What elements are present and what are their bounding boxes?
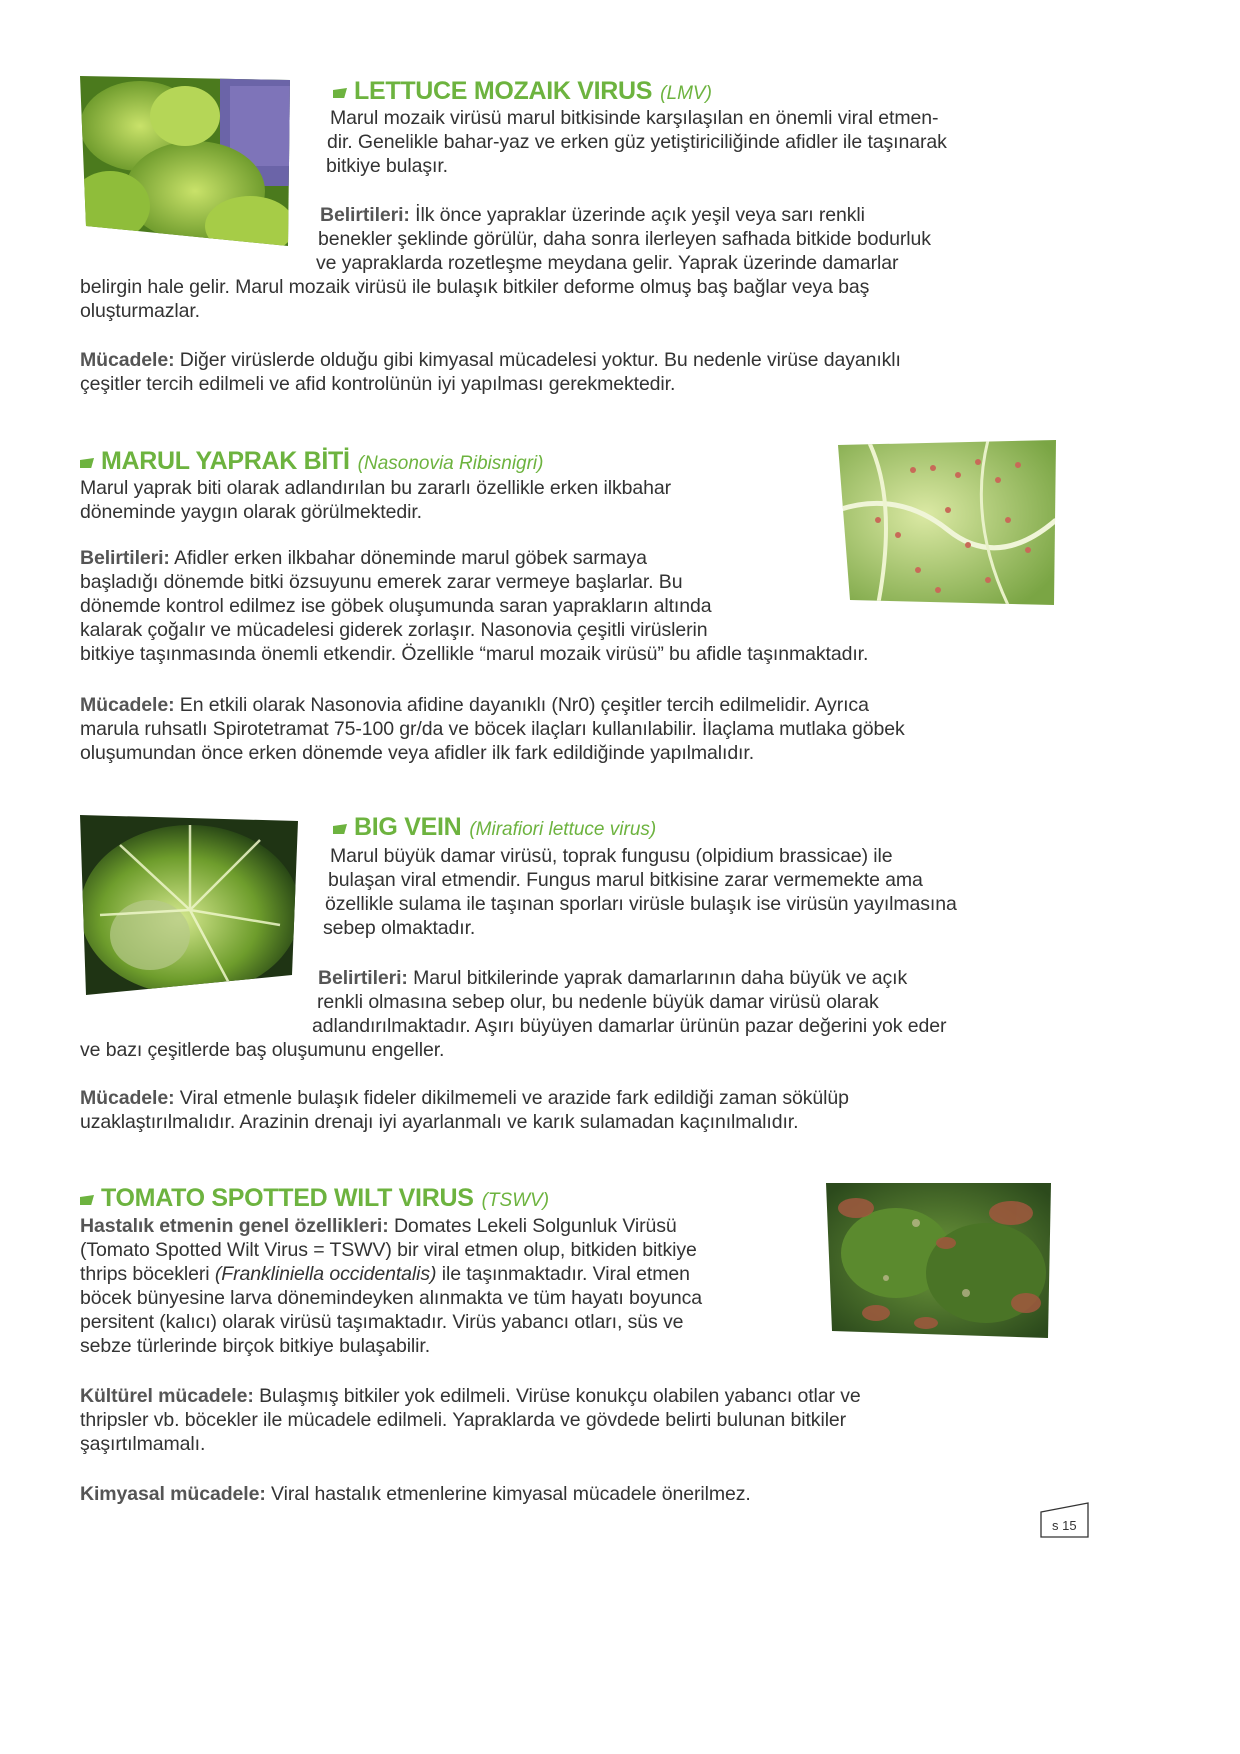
lmv-title <box>333 76 712 109</box>
text-line: Bulaşmış bitkiler yok edilmeli. Virüse konukçu olabilen yabancı otlar ve <box>259 1385 861 1407</box>
text-line: Afidler erken ilkbahar döneminde marul göbek sarmaya <box>174 547 647 569</box>
text-line: belirgin hale gelir. Marul mozaik virüsü ile bulaşık bitkiler deforme olmuş baş bağlar veya baş <box>80 276 870 298</box>
text-line: özellikle sulama ile taşınan sporları virüsle bulaşık ise virüsün yayılmasına <box>325 893 957 915</box>
bigvein-control <box>80 1086 849 1134</box>
text-line: döneminde yaygın olarak görülmektedir. <box>80 501 422 523</box>
bigvein-title <box>333 812 656 845</box>
species-name: (Frankliniella occidentalis) <box>214 1263 437 1285</box>
text-line: sebep olmaktadır. <box>323 917 476 939</box>
bigvein-title-text: BIG VEIN <box>354 813 462 841</box>
text-line: Viral etmenle bulaşık fideler dikilmemeli ve arazide fark edildiği zaman sökülüp <box>179 1087 849 1109</box>
text-line: böcek bünyesine larva dönemindeyken alınmakta ve tüm hayatı boyunca <box>80 1287 703 1309</box>
aphid-title <box>80 446 543 479</box>
text-line: ve bazı çeşitlerde baş oluşumunu engeller. <box>80 1039 445 1061</box>
aphid-subtitle: (Nasonovia Ribisnigri) <box>357 453 544 474</box>
tswv-chemical <box>80 1482 751 1506</box>
text-line: şaşırtılmamalı. <box>80 1433 206 1455</box>
page-number-badge <box>1040 1502 1090 1538</box>
text-line: persitent (kalıcı) olarak virüsü taşımaktadır. Virüs yabancı otları, süs ve <box>80 1311 684 1333</box>
symptoms-label: Belirtileri: <box>318 967 408 989</box>
bullet-icon <box>333 88 347 98</box>
text-line: dönemde kontrol edilmez ise göbek oluşumunda saran yaprakların altında <box>80 595 712 617</box>
text-line: marula ruhsatlı Spirotetramat 75-100 gr/da ve böcek ilaçları kullanılabilir. İlaçlama mutlaka göbek <box>80 718 905 740</box>
tswv-title <box>80 1183 549 1216</box>
control-label: Mücadele: <box>80 694 175 716</box>
text-line: Marul yaprak biti olarak adlandırılan bu zararlı özellikle erken ilkbahar <box>80 477 671 499</box>
symptoms-label: Belirtileri: <box>80 547 170 569</box>
text-line: kalarak çoğalır ve mücadelesi giderek zorlaşır. Nasonovia çeşitli virüslerin <box>80 619 708 641</box>
tswv-photo <box>826 1183 1051 1338</box>
lmv-intro <box>326 106 947 178</box>
text-line: Viral hastalık etmenlerine kimyasal mücadele önerilmez. <box>271 1483 751 1505</box>
aphid-photo <box>838 440 1056 605</box>
aphid-control <box>80 693 905 765</box>
page-number: s 15 <box>1052 1518 1077 1533</box>
text-line: çeşitler tercih edilmeli ve afid kontrolünün iyi yapılması gerekmektedir. <box>80 373 676 395</box>
text-line: uzaklaştırılmalıdır. Arazinin drenajı iyi ayarlanmalı ve karık sulamadan kaçınılmalıdır. <box>80 1111 799 1133</box>
text-line: İlk önce yapraklar üzerinde açık yeşil veya sarı renkli <box>415 204 865 226</box>
lmv-subtitle: (LMV) <box>660 83 712 104</box>
aphid-intro <box>80 476 671 524</box>
text-line: adlandırılmaktadır. Aşırı büyüyen damarlar ürünün pazar değerini yok eder <box>312 1015 947 1037</box>
tswv-general <box>80 1214 702 1358</box>
lmv-control <box>80 348 901 396</box>
bullet-icon <box>333 824 347 834</box>
bullet-icon <box>80 458 94 468</box>
text-line: Marul bitkilerinde yaprak damarlarının daha büyük ve açık <box>413 967 908 989</box>
chemical-label: Kimyasal mücadele: <box>80 1483 266 1505</box>
lmv-title-text: LETTUCE MOZAIK VIRUS <box>354 77 653 105</box>
text-line: Diğer virüslerde olduğu gibi kimyasal mücadelesi yoktur. Bu nedenle virüse dayanıklı <box>179 349 901 371</box>
tswv-title-text: TOMATO SPOTTED WILT VIRUS <box>101 1184 474 1212</box>
text-line: oluşumundan önce erken dönemde veya afidler ilk fark edildiğinde yapılmalıdır. <box>80 742 755 764</box>
bigvein-intro <box>323 844 957 940</box>
text-line: başladığı dönemde bitki özsuyunu emerek zarar vermeye başlarlar. Bu <box>80 571 683 593</box>
text-fragment: thrips böcekleri <box>80 1263 210 1285</box>
control-label: Mücadele: <box>80 1087 175 1109</box>
text-line: ve yapraklarda rozetleşme meydana gelir. Yaprak üzerinde damarlar <box>316 252 899 274</box>
tswv-cultural <box>80 1384 861 1456</box>
text-line: dir. Genelikle bahar-yaz ve erken güz yetiştiriciliğinde afidler ile taşınarak <box>327 131 947 153</box>
bullet-icon <box>80 1195 94 1205</box>
bigvein-subtitle: (Mirafiori lettuce virus) <box>469 819 657 840</box>
tswv-subtitle: (TSWV) <box>481 1190 550 1211</box>
text-line: renkli olmasına sebep olur, bu nedenle büyük damar virüsü olarak <box>317 991 879 1013</box>
text-line: sebze türlerinde birçok bitkiye bulaşabilir. <box>80 1335 431 1357</box>
text-line: Domates Lekeli Solgunluk Virüsü <box>393 1215 677 1237</box>
text-line: oluşturmazlar. <box>80 300 200 322</box>
text-fragment: ile taşınmaktadır. Viral etmen <box>441 1263 690 1285</box>
text-line: benekler şeklinde görülür, daha sonra ilerleyen safhada bitkide bodurluk <box>318 228 931 250</box>
text-line: (Tomato Spotted Wilt Virus = TSWV) bir viral etmen olup, bitkiden bitkiye <box>80 1239 697 1261</box>
control-label: Mücadele: <box>80 349 175 371</box>
text-line: Marul büyük damar virüsü, toprak fungusu (olpidium brassicae) ile <box>330 845 893 867</box>
text-line: bitkiye taşınmasında önemli etkendir. Özellikle “marul mozaik virüsü” bu afidle taşınmaktadır. <box>80 643 869 665</box>
text-line: Marul mozaik virüsü marul bitkisinde karşılaşılan en önemli viral etmen- <box>330 107 939 129</box>
text-line: En etkili olarak Nasonovia afidine dayanıklı (Nr0) çeşitler tercih edilmelidir. Ayrıca <box>179 694 869 716</box>
symptoms-label: Belirtileri: <box>320 204 410 226</box>
lmv-symptoms <box>80 203 931 323</box>
cultural-label: Kültürel mücadele: <box>80 1385 254 1407</box>
aphid-title-text: MARUL YAPRAK BİTİ <box>101 447 350 475</box>
bigvein-symptoms <box>80 966 946 1062</box>
text-line: bulaşan viral etmendir. Fungus marul bitkisine zarar vermemekte ama <box>328 869 923 891</box>
text-line: bitkiye bulaşır. <box>326 155 448 177</box>
text-line: thripsler vb. böcekler ile mücadele edilmeli. Yapraklarda ve gövdede belirti bulunan bitkiler <box>80 1409 847 1431</box>
aphid-symptoms <box>80 546 868 666</box>
general-label: Hastalık etmenin genel özellikleri: <box>80 1215 389 1237</box>
